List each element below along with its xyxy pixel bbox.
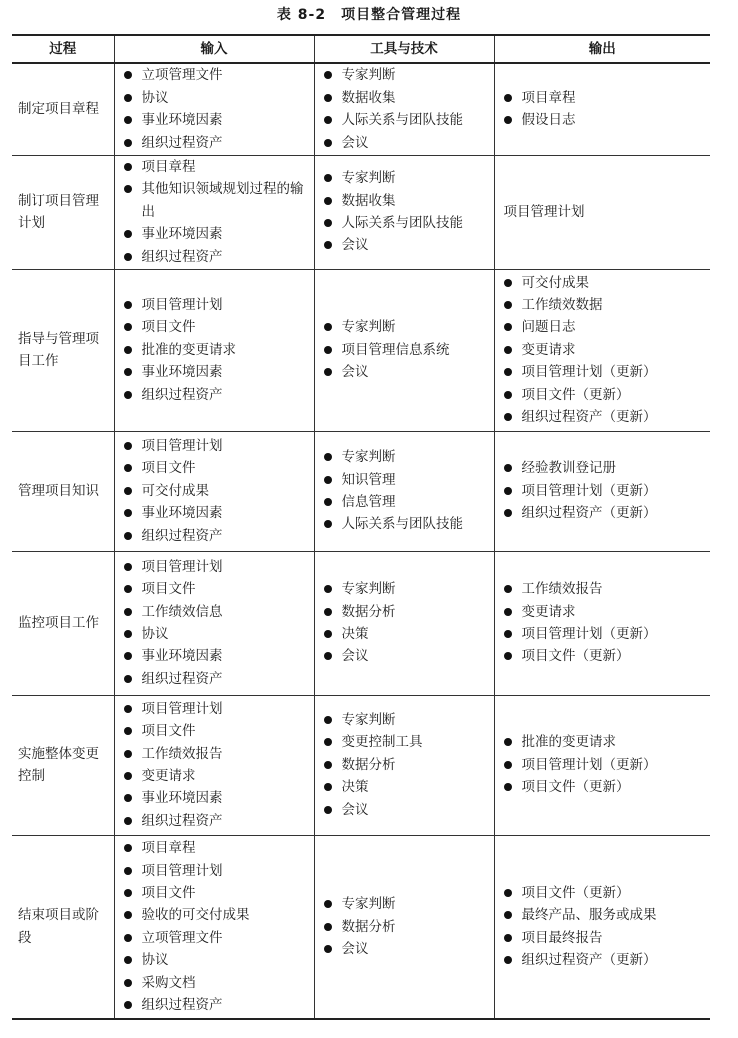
list-item: 采购文档 — [121, 972, 308, 994]
list-item: 事业环境因素 — [121, 109, 308, 131]
outputs-cell — [494, 835, 710, 1019]
list-item: 事业环境因素 — [121, 787, 308, 809]
list-item: 变更请求 — [121, 765, 308, 787]
outputs-cell — [494, 63, 710, 155]
process-name: 监控项目工作 — [12, 551, 114, 695]
list-item: 工作绩效信息 — [121, 601, 308, 623]
list-item: 项目管理计划 — [121, 698, 308, 720]
list-item: 项目管理计划 — [121, 860, 308, 882]
process-name: 指导与管理项目工作 — [12, 269, 114, 431]
list-item: 专家判断 — [321, 709, 488, 731]
list-item: 项目文件（更新） — [501, 384, 705, 406]
list-item: 专家判断 — [321, 64, 488, 86]
table-row — [12, 155, 710, 269]
list-item: 会议 — [321, 361, 488, 383]
list-item: 协议 — [121, 87, 308, 109]
list-item: 事业环境因素 — [121, 645, 308, 667]
list-item: 批准的变更请求 — [121, 339, 308, 361]
outputs-cell — [494, 269, 710, 431]
list-item: 项目管理信息系统 — [321, 339, 488, 361]
list-item: 会议 — [321, 234, 488, 256]
list-item: 组织过程资产 — [121, 668, 308, 690]
list-item: 项目章程 — [501, 87, 705, 109]
outputs-cell — [494, 695, 710, 835]
list-item: 组织过程资产（更新） — [501, 406, 705, 428]
list-item: 会议 — [321, 938, 488, 960]
list-item: 组织过程资产 — [121, 132, 308, 154]
list-item: 协议 — [121, 623, 308, 645]
list-item: 项目文件（更新） — [501, 776, 705, 798]
process-name: 制定项目章程 — [12, 63, 114, 155]
table-row — [12, 269, 710, 431]
list-item: 专家判断 — [321, 316, 488, 338]
list-item: 工作绩效报告 — [121, 743, 308, 765]
list-item: 决策 — [321, 623, 488, 645]
tools-cell — [314, 431, 494, 551]
list-item: 项目管理计划（更新） — [501, 754, 705, 776]
list-item: 专家判断 — [321, 446, 488, 468]
list-item: 项目文件 — [121, 578, 308, 600]
list-item: 项目管理计划（更新） — [501, 480, 705, 502]
tools-cell — [314, 155, 494, 269]
inputs-cell — [114, 551, 314, 695]
list-item: 专家判断 — [321, 578, 488, 600]
header-row — [12, 35, 710, 63]
list-item: 项目管理计划 — [121, 435, 308, 457]
tools-cell — [314, 695, 494, 835]
tools-cell — [314, 835, 494, 1019]
tools-cell — [314, 269, 494, 431]
header-tools: 工具与技术 — [314, 35, 494, 63]
list-item: 知识管理 — [321, 469, 488, 491]
outputs-cell — [494, 551, 710, 695]
inputs-cell — [114, 835, 314, 1019]
list-item: 组织过程资产 — [121, 525, 308, 547]
list-item: 问题日志 — [501, 316, 705, 338]
process-name: 管理项目知识 — [12, 431, 114, 551]
list-item: 可交付成果 — [121, 480, 308, 502]
tools-cell — [314, 551, 494, 695]
list-item: 组织过程资产 — [121, 246, 308, 268]
list-item: 决策 — [321, 776, 488, 798]
table-row — [12, 431, 710, 551]
list-item: 事业环境因素 — [121, 223, 308, 245]
list-item: 项目管理计划（更新） — [501, 361, 705, 383]
list-item: 项目管理计划（更新） — [501, 623, 705, 645]
list-item: 项目文件 — [121, 720, 308, 742]
list-item: 数据收集 — [321, 190, 488, 212]
list-item: 组织过程资产（更新） — [501, 502, 705, 524]
list-item: 立项管理文件 — [121, 64, 308, 86]
list-item: 数据收集 — [321, 87, 488, 109]
list-item: 项目管理计划 — [121, 556, 308, 578]
list-item: 事业环境因素 — [121, 361, 308, 383]
list-item: 项目章程 — [121, 156, 308, 178]
list-item: 人际关系与团队技能 — [321, 109, 488, 131]
list-item: 项目管理计划 — [121, 294, 308, 316]
table-row — [12, 551, 710, 695]
process-name: 制订项目管理计划 — [12, 155, 114, 269]
list-item: 专家判断 — [321, 893, 488, 915]
table-row — [12, 695, 710, 835]
table-row — [12, 835, 710, 1019]
process-name: 实施整体变更控制 — [12, 695, 114, 835]
list-item: 组织过程资产（更新） — [501, 949, 705, 971]
list-item: 变更请求 — [501, 601, 705, 623]
list-item: 项目文件（更新） — [501, 882, 705, 904]
list-item: 人际关系与团队技能 — [321, 212, 488, 234]
list-item: 项目最终报告 — [501, 927, 705, 949]
list-item: 项目文件 — [121, 316, 308, 338]
header-inputs: 输入 — [114, 35, 314, 63]
list-item: 工作绩效报告 — [501, 578, 705, 600]
list-item: 项目章程 — [121, 837, 308, 859]
outputs-cell — [494, 431, 710, 551]
list-item: 批准的变更请求 — [501, 731, 705, 753]
list-item: 数据分析 — [321, 754, 488, 776]
list-item: 变更控制工具 — [321, 731, 488, 753]
list-item: 验收的可交付成果 — [121, 904, 308, 926]
inputs-cell — [114, 695, 314, 835]
list-item: 组织过程资产 — [121, 384, 308, 406]
header-process: 过程 — [12, 35, 114, 63]
tools-cell — [314, 63, 494, 155]
inputs-cell — [114, 431, 314, 551]
list-item: 人际关系与团队技能 — [321, 513, 488, 535]
list-item: 信息管理 — [321, 491, 488, 513]
table-caption: 表 8-2 项目整合管理过程 — [276, 7, 462, 23]
list-item: 立项管理文件 — [121, 927, 308, 949]
list-item: 专家判断 — [321, 167, 488, 189]
list-item: 组织过程资产 — [121, 810, 308, 832]
integration-process-table — [12, 34, 710, 1020]
list-item: 组织过程资产 — [121, 994, 308, 1016]
list-item: 可交付成果 — [501, 272, 705, 294]
list-item: 事业环境因素 — [121, 502, 308, 524]
list-item: 会议 — [321, 645, 488, 667]
output-text: 项目管理计划 — [503, 203, 585, 220]
list-item: 工作绩效数据 — [501, 294, 705, 316]
list-item: 会议 — [321, 799, 488, 821]
list-item: 项目文件（更新） — [501, 645, 705, 667]
outputs-cell — [494, 155, 710, 269]
list-item: 数据分析 — [321, 916, 488, 938]
list-item: 数据分析 — [321, 601, 488, 623]
inputs-cell — [114, 155, 314, 269]
inputs-cell — [114, 269, 314, 431]
header-outputs: 输出 — [494, 35, 710, 63]
inputs-cell — [114, 63, 314, 155]
list-item: 经验教训登记册 — [501, 457, 705, 479]
process-name: 结束项目或阶段 — [12, 835, 114, 1019]
list-item: 会议 — [321, 132, 488, 154]
list-item: 其他知识领域规划过程的输出 — [121, 178, 308, 223]
table-row — [12, 63, 710, 155]
list-item: 项目文件 — [121, 882, 308, 904]
list-item: 最终产品、服务或成果 — [501, 904, 705, 926]
list-item: 项目文件 — [121, 457, 308, 479]
list-item: 协议 — [121, 949, 308, 971]
list-item: 假设日志 — [501, 109, 705, 131]
list-item: 变更请求 — [501, 339, 705, 361]
